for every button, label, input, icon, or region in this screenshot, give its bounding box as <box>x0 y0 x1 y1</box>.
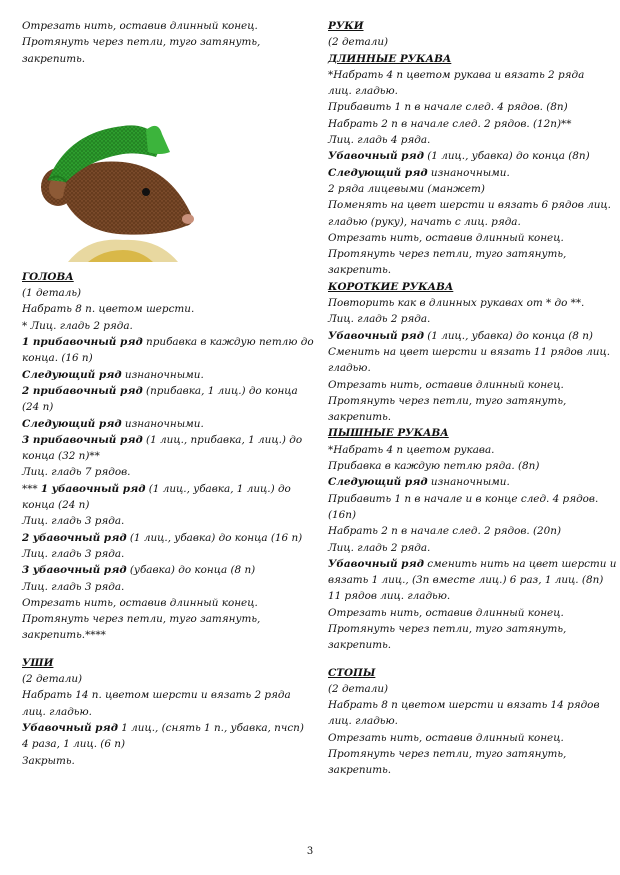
row-label: 2 убавочный ряд <box>22 531 127 544</box>
text-line <box>22 448 292 464</box>
text-line <box>328 605 608 621</box>
text-line <box>328 681 608 697</box>
text-line <box>22 753 292 769</box>
text-line <box>328 588 608 604</box>
text-line <box>328 295 608 311</box>
text-line <box>328 377 608 393</box>
line-text: лиц. гладью. <box>22 705 92 718</box>
line-text: Закрыть. <box>22 754 75 767</box>
text-line <box>328 458 608 474</box>
row-label: Убавочный ряд <box>328 150 424 163</box>
text-line <box>22 530 303 546</box>
text-line <box>22 334 314 350</box>
row-label: Следующий ряд <box>22 368 122 381</box>
line-text: Отрезать нить, оставив длинный конец. <box>22 596 258 609</box>
line-text: конца. (16 п) <box>22 352 93 365</box>
text-line: закрепить. <box>22 52 86 65</box>
text-line <box>22 432 303 448</box>
line-text: лиц. гладью. <box>328 85 398 98</box>
section-ruki <box>328 34 608 50</box>
text-line <box>22 318 292 334</box>
page-number: 3 <box>306 846 314 857</box>
right-column <box>328 18 617 779</box>
text-line <box>328 311 608 327</box>
line-text: Протянуть через петли, туго затянуть, <box>22 613 261 626</box>
text-line <box>328 713 608 729</box>
text-line <box>22 720 304 736</box>
text-line <box>22 399 292 415</box>
row-label: 1 прибавочный ряд <box>22 336 143 349</box>
line-text: изнаночными. <box>427 476 510 489</box>
line-text: (1 лиц., прибавка, 1 лиц.) до <box>142 433 303 446</box>
text-line <box>328 474 608 490</box>
text-line <box>328 507 608 523</box>
text-line <box>328 572 608 588</box>
line-text: закрепить. <box>328 411 392 424</box>
text-line <box>22 513 292 529</box>
text-line <box>328 328 608 344</box>
line-text: (2 детали) <box>328 682 389 695</box>
section-heading-golova: ГОЛОВА <box>22 270 74 283</box>
line-text: гладью (руку), начать с лиц. ряда. <box>328 215 521 228</box>
text-line <box>328 197 611 213</box>
text-line <box>22 367 292 383</box>
line-text: изнаночными. <box>121 368 204 381</box>
line-text: (прибавка, 1 лиц.) до конца <box>142 384 298 397</box>
row-label: Убавочный ряд <box>328 329 424 342</box>
line-text: Отрезать нить, оставив длинный конец. <box>328 606 564 619</box>
text-line <box>328 491 608 507</box>
line-text: Протянуть через петли, туго затянуть, <box>328 394 567 407</box>
mouse-nose <box>182 214 194 224</box>
line-text: 1 лиц., (снять 1 п., убавка, пчсп) <box>117 721 304 734</box>
text-line <box>328 523 608 539</box>
text-line <box>328 556 617 572</box>
text-line <box>328 165 608 181</box>
line-text: (1 лиц., убавка, 1 лиц.) до <box>145 482 291 495</box>
line-text: Лиц. гладь 4 ряда. <box>328 134 431 147</box>
section-heading-dlinnye: ДЛИННЫЕ РУКАВА <box>328 52 452 65</box>
text-line <box>22 562 292 578</box>
text-line <box>328 344 611 360</box>
text-line <box>328 621 608 637</box>
text-line <box>328 540 608 556</box>
line-text: (1 деталь) <box>22 287 82 300</box>
line-text: Отрезать нить, оставив длинный конец. <box>328 378 564 391</box>
text-line <box>328 132 608 148</box>
text-line: Протянуть через петли, туго затянуть, <box>22 36 261 49</box>
text-line <box>22 497 292 513</box>
row-label: Следующий ряд <box>328 476 428 489</box>
row-label: 1 убавочный ряд <box>40 482 146 495</box>
text-line <box>22 464 292 480</box>
text-line <box>22 350 292 366</box>
text-line <box>328 99 608 115</box>
text-line <box>328 116 608 132</box>
text-line <box>328 246 608 262</box>
line-text: Прибавить 1 п в начале и в конце след. 4 рядов. <box>328 492 599 505</box>
line-text: закрепить.**** <box>22 629 106 642</box>
text-line <box>328 409 608 425</box>
line-prefix: *** <box>22 482 41 495</box>
text-line <box>22 704 292 720</box>
line-text: Лиц. гладь 3 ряда. <box>22 580 125 593</box>
left-top-text <box>22 18 292 67</box>
section-heading-ruki: РУКИ <box>328 20 364 32</box>
line-text: (1 лиц., убавка) до конца (8 п) <box>423 329 593 342</box>
section-korotkie <box>328 295 611 425</box>
line-text: Прибавка в каждую петлю ряда. (8п) <box>328 460 540 473</box>
line-text: Лиц. гладь 2 ряда. <box>328 313 431 326</box>
line-text: лиц. гладью. <box>328 715 398 728</box>
text-line <box>22 301 292 317</box>
line-text: конца (24 п) <box>22 499 90 512</box>
line-text: Набрать 2 п в начале след. 2 рядов. (20п) <box>328 525 562 538</box>
text-line <box>328 83 608 99</box>
line-text: 4 раза, 1 лиц. (6 п) <box>22 738 126 751</box>
line-text: *Набрать 4 п цветом рукава и вязать 2 ряда <box>328 68 585 81</box>
text-line <box>22 687 292 703</box>
text-line <box>328 442 608 458</box>
line-text: Лиц. гладь 3 ряда. <box>22 515 125 528</box>
line-text: закрепить. <box>328 764 392 777</box>
line-text: * Лиц. гладь 2 ряда. <box>22 319 133 332</box>
line-text: Набрать 8 п. цветом шерсти. <box>22 303 195 316</box>
text-line <box>328 762 608 778</box>
text-line <box>328 697 608 713</box>
line-text: Набрать 2 п в начале след. 2 рядов. (12п)** <box>328 117 572 130</box>
text-line <box>22 416 292 432</box>
text-line <box>22 627 292 643</box>
line-text: конца (32 п)** <box>22 450 100 463</box>
line-text: (24 п) <box>22 401 54 414</box>
row-label: Следующий ряд <box>328 166 428 179</box>
line-text: 11 рядов лиц. гладью. <box>328 590 451 603</box>
text-line <box>328 746 608 762</box>
line-text: (убавка) до конца (8 п) <box>126 564 256 577</box>
text-line <box>328 148 608 164</box>
text-line <box>328 67 608 83</box>
section-heading-stopy: СТОПЫ <box>328 666 376 679</box>
line-text: Отрезать нить, оставив длинный конец. <box>328 231 564 244</box>
row-label: 2 прибавочный ряд <box>22 384 143 397</box>
section-pyshnye <box>328 442 617 654</box>
text-line <box>328 262 608 278</box>
text-line <box>22 671 292 687</box>
line-text: сменить нить на цвет шерсти и <box>423 557 617 570</box>
section-heading-pyshnye: ПЫШНЫЕ РУКАВА <box>328 427 449 440</box>
line-text: Поменять на цвет шерсти и вязать 6 рядов лиц. <box>328 199 611 212</box>
line-text: закрепить. <box>328 639 392 652</box>
text-line: Отрезать нить, оставив длинный конец. <box>22 20 258 32</box>
row-label: 3 прибавочный ряд <box>22 433 143 446</box>
mouse-photo <box>28 112 208 266</box>
text-line <box>22 595 292 611</box>
line-text: закрепить. <box>328 264 392 277</box>
row-label: Убавочный ряд <box>328 557 424 570</box>
line-text: Протянуть через петли, туго затянуть, <box>328 248 567 261</box>
line-text: изнаночными. <box>427 166 510 179</box>
line-text: *Набрать 4 п цветом рукава. <box>328 443 495 456</box>
line-text: Набрать 14 п. цветом шерсти и вязать 2 ряда <box>22 689 291 702</box>
line-text: Набрать 8 п цветом шерсти и вязать 14 рядов <box>328 699 600 712</box>
text-line <box>22 481 292 497</box>
text-line <box>328 730 608 746</box>
text-line <box>22 285 292 301</box>
line-text: изнаночными. <box>121 417 204 430</box>
mouse-head <box>63 161 192 234</box>
line-text: (1 лиц., убавка) до конца (8п) <box>423 150 590 163</box>
row-label: Следующий ряд <box>22 417 122 430</box>
text-line <box>22 736 292 752</box>
line-text: (2 детали) <box>328 36 389 49</box>
line-text: (16п) <box>328 508 357 521</box>
row-label: Убавочный ряд <box>22 721 118 734</box>
line-text: Сменить на цвет шерсти и вязать 11 рядов лиц. <box>328 345 611 358</box>
text-line <box>328 230 608 246</box>
line-text: Отрезать нить, оставив длинный конец. <box>328 731 564 744</box>
section-stopy <box>328 681 608 779</box>
line-text: вязать 1 лиц., (3п вместе лиц.) 6 раз, 1 лиц. (8п) <box>328 574 604 587</box>
line-text: Прибавить 1 п в начале след. 4 рядов. (8п) <box>328 101 568 114</box>
line-text: (1 лиц., убавка) до конца (16 п) <box>126 531 303 544</box>
text-line <box>22 546 292 562</box>
text-line <box>328 360 608 376</box>
line-text: Лиц. гладь 2 ряда. <box>328 541 431 554</box>
section-heading-korotkie: КОРОТКИЕ РУКАВА <box>328 280 454 293</box>
line-text: Протянуть через петли, туго затянуть, <box>328 748 567 761</box>
text-line <box>328 181 608 197</box>
text-line <box>328 637 608 653</box>
text-line <box>328 214 608 230</box>
text-line <box>328 393 608 409</box>
section-ushi <box>22 671 304 769</box>
line-text: Повторить как в длинных рукавах от * до **. <box>328 297 585 310</box>
line-text: прибавка в каждую петлю до <box>142 336 314 349</box>
section-golova <box>22 285 314 644</box>
text-line <box>22 383 298 399</box>
line-text: гладью. <box>328 362 371 375</box>
line-text: Лиц. гладь 7 рядов. <box>22 466 131 479</box>
line-text: 2 ряда лицевыми (манжет) <box>328 182 485 195</box>
row-label: 3 убавочный ряд <box>22 564 127 577</box>
mouse-eye <box>142 188 150 196</box>
text-line <box>328 34 608 50</box>
line-text: (2 детали) <box>22 673 83 686</box>
line-text: Протянуть через петли, туго затянуть, <box>328 622 567 635</box>
line-text: Лиц. гладь 3 ряда. <box>22 547 125 560</box>
text-line <box>22 579 292 595</box>
text-line <box>22 611 292 627</box>
section-heading-ushi: УШИ <box>22 656 54 669</box>
section-dlinnye <box>328 67 611 279</box>
